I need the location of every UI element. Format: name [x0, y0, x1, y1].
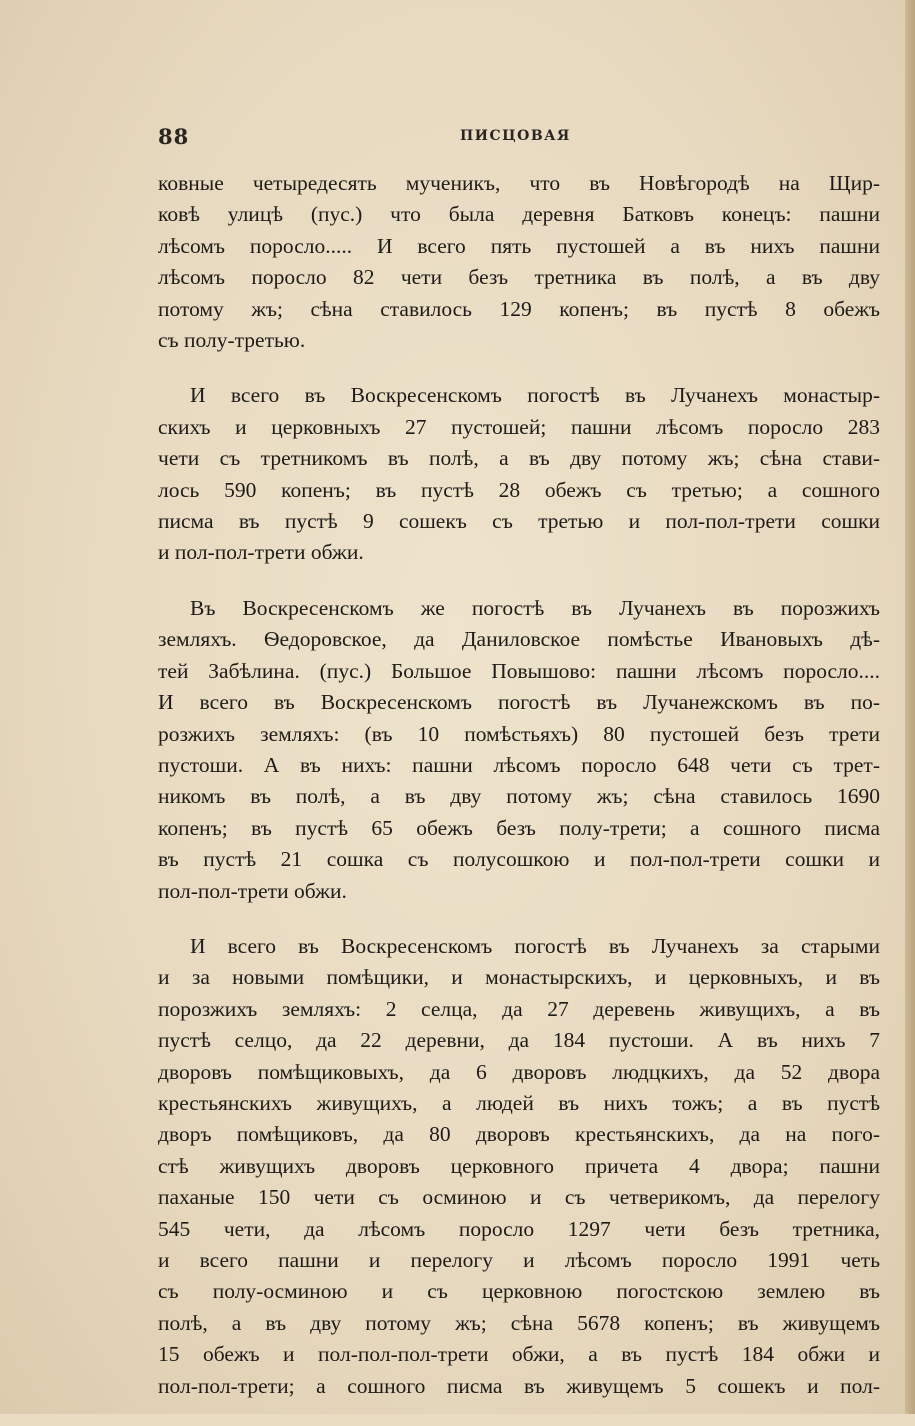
- text-line: писма въ пустѣ 9 сошекъ съ третью и пол-пол-трети сошки: [158, 509, 880, 534]
- text-line: пустоши. А въ нихъ: пашни лѣсомъ поросло 648 чети съ трет-: [158, 752, 880, 777]
- text-line: паханые 150 чети съ осминою и съ четверикомъ, да перелогу: [158, 1185, 880, 1210]
- text-line: въ пустѣ 21 сошка съ полусошкою и пол-пол-трети сошки и: [158, 847, 880, 872]
- text-line: порозжихъ земляхъ: 2 селца, да 27 деревень живущихъ, а въ: [158, 996, 880, 1021]
- text-line: крестьянскихъ живущихъ, а людей въ нихъ тожъ; а въ пустѣ: [158, 1090, 880, 1115]
- text-line: ковѣ улицѣ (пус.) что была деревня Батковъ конецъ: пашни: [158, 202, 880, 227]
- text-line: полѣ, а въ дву потому жъ; сѣна 5678 копенъ; въ живущемъ: [158, 1310, 880, 1335]
- text-line: И всего въ Воскресенскомъ погостѣ въ Лучанехъ за старыми: [190, 933, 880, 958]
- paragraph-4: [158, 931, 880, 1402]
- text-line: 545 чети, да лѣсомъ поросло 1297 чети безъ третника,: [158, 1216, 880, 1241]
- text-line: стѣ живущихъ дворовъ церковного причета 4 двора; пашни: [158, 1153, 880, 1178]
- page-header: [158, 124, 878, 154]
- running-title: ПИСЦОВАЯ: [460, 128, 571, 144]
- text-line: пол-пол-трети обжи.: [158, 878, 347, 903]
- text-line: тей Забѣлина. (пус.) Большое Повышово: пашни лѣсомъ поросло....: [158, 658, 880, 683]
- text-line: потому жъ; сѣна ставилось 129 копенъ; въ пустѣ 8 обежъ: [158, 296, 880, 321]
- text-line: чети съ третникомъ въ полѣ, а въ дву потому жъ; сѣна стави-: [158, 446, 880, 471]
- text-line: 15 обежъ и пол-пол-пол-трети обжи, а въ пустѣ 184 обжи и: [158, 1342, 880, 1367]
- text-line: и за новыми помѣщики, и монастырскихъ, и церковныхъ, и въ: [158, 965, 880, 990]
- text-line: съ полу-осминою и съ церковною погостскою землею въ: [158, 1279, 880, 1304]
- paragraph-2: [158, 380, 880, 568]
- body-text: [158, 168, 880, 1426]
- text-line: пол-пол-трети; а сошного писма въ живущемъ 5 сошекъ и пол-: [158, 1373, 880, 1398]
- text-line: и пол-пол-трети обжи.: [158, 540, 364, 565]
- text-line: ковные четыредесять мученикъ, что въ Новѣгородѣ на Щир-: [158, 171, 880, 195]
- text-line: никомъ въ полѣ, а въ дву потому жъ; сѣна ставилось 1690: [158, 784, 880, 809]
- text-line: съ полу-третью.: [158, 328, 306, 353]
- text-line: лѣсомъ поросло 82 чети безъ третника въ полѣ, а въ дву: [158, 265, 880, 290]
- text-line: земляхъ. Ѳедоровское, да Даниловское помѣстье Ивановыхъ дѣ-: [158, 627, 880, 652]
- text-line: дворъ помѣщиковъ, да 80 дворовъ крестьянскихъ, да на пого-: [158, 1122, 880, 1147]
- paragraph-1: [158, 168, 880, 356]
- page-number: 88: [158, 124, 190, 149]
- text-line: лось 590 копенъ; въ пустѣ 28 обежъ съ третью; а сошного: [158, 477, 880, 502]
- text-line: лѣсомъ поросло..... И всего пять пустошей а въ нихъ пашни: [158, 233, 880, 258]
- text-line: И всего въ Воскресенскомъ погостѣ въ Лучанежскомъ въ по-: [158, 690, 880, 715]
- text-line: копенъ; въ пустѣ 65 обежъ безъ полу-трети; а сошного писма: [158, 815, 880, 840]
- text-line: пустѣ селцо, да 22 деревни, да 184 пустоши. А въ нихъ 7: [158, 1028, 880, 1053]
- text-line: розжихъ земляхъ: (въ 10 помѣстьяхъ) 80 пустошей безъ трети: [158, 721, 880, 746]
- text-line: скихъ и церковныхъ 27 пустошей; пашни лѣсомъ поросло 283: [158, 414, 880, 439]
- text-line: И всего въ Воскресенскомъ погостѣ въ Лучанехъ монастыр-: [190, 383, 880, 408]
- text-line: и всего пашни и перелогу и лѣсомъ поросло 1991 четь: [158, 1248, 880, 1272]
- text-line: дворовъ помѣщиковыхъ, да 6 дворовъ людцкихъ, да 52 двора: [158, 1059, 880, 1084]
- text-line: Въ Воскресенскомъ же погостѣ въ Лучанехъ въ порозжихъ: [190, 595, 880, 620]
- paragraph-3: [158, 593, 880, 907]
